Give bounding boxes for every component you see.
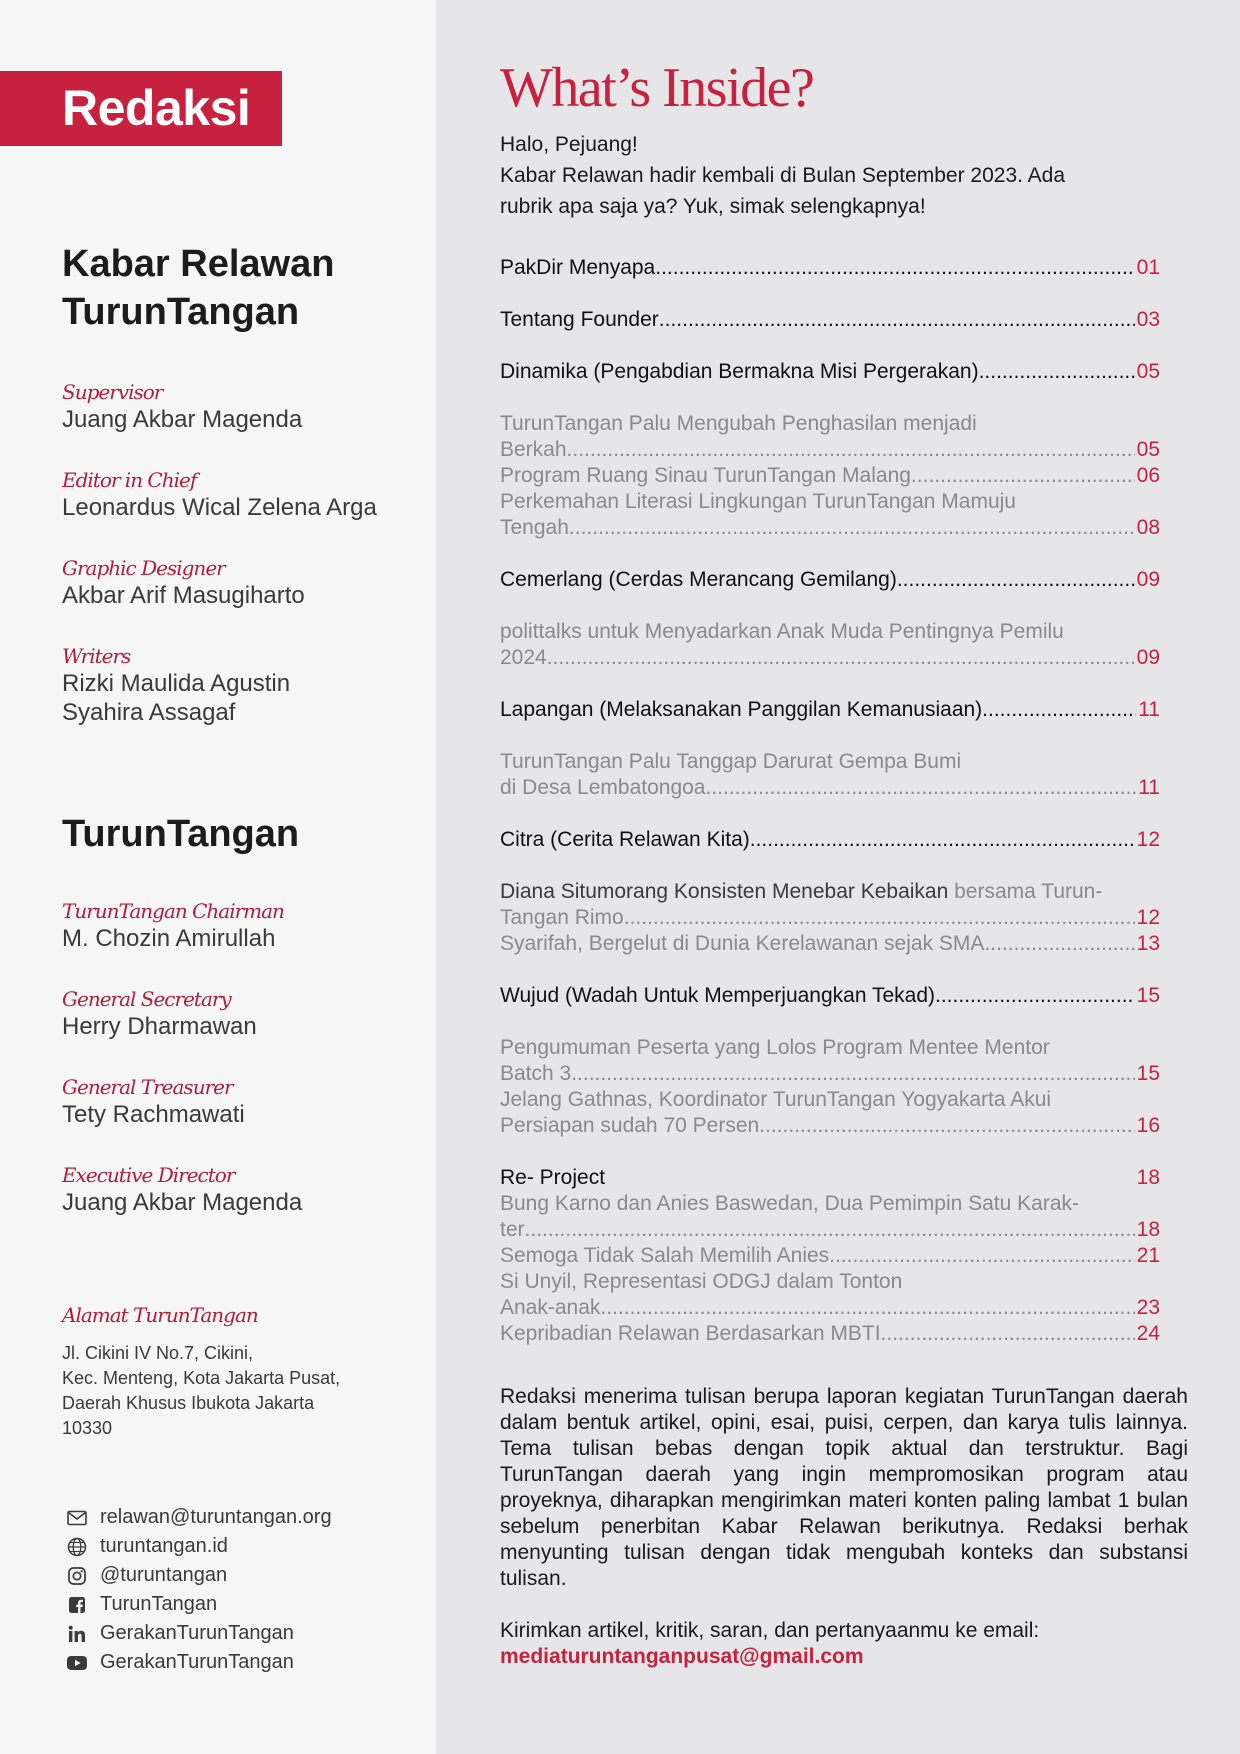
toc-page-number: 15 [1136,984,1160,1007]
role-label: Supervisor [62,380,163,404]
linkedin-icon [66,1623,88,1645]
toc-page-number: 11 [1138,776,1160,799]
role-name: Tety Rachmawati [62,1101,245,1128]
role-executive-director [62,1162,302,1217]
contact-website[interactable] [66,1532,332,1561]
toc-entry[interactable]: 2024 ..... 09 [500,645,1160,671]
facebook-icon [66,1594,88,1616]
publication-title-line: Kabar Relawan [62,243,335,285]
toc-page-number: 13 [1136,932,1160,955]
role-name: Akbar Arif Masugiharto [62,582,305,609]
toc-entry[interactable]: Citra (Cerita Relawan Kita) ..... 12 [500,827,1160,853]
youtube-icon [66,1652,88,1674]
toc-entry[interactable]: Persiapan sudah 70 Persen ..... 16 [500,1113,1160,1139]
role-chairman [62,898,284,953]
toc-entry-line: polittalks untuk Menyadarkan Anak Muda Pentingnya Pemilu [500,620,1064,643]
toc-entry[interactable]: Cemerlang (Cerdas Merancang Gemilang) ..... 09 [500,567,1160,593]
toc-page-number: 15 [1136,1062,1160,1085]
toc-entry-line: Jelang Gathnas, Koordinator TurunTangan Yogyakarta Akui [500,1088,1052,1111]
toc-entry[interactable]: Tengah ..... 08 [500,515,1160,541]
toc-entry[interactable]: Anak-anak ..... 23 [500,1295,1160,1321]
toc-entry-line: Diana Situmorang Konsisten Menebar Kebaikan bersama Turun- [500,880,1103,903]
toc-entry[interactable]: Re- Project 18 [500,1166,1160,1189]
mail-icon [66,1507,88,1529]
whats-inside-title: What’s Inside? [500,57,814,119]
address-label: Alamat TurunTangan [62,1303,258,1327]
toc-page-number: 12 [1136,906,1160,929]
contact-text: TurunTangan [100,1593,218,1615]
toc-page-number: 05 [1136,438,1160,461]
submission-note: Redaksi menerima tulisan berupa laporan kegiatan TurunTangan daerah dalam bentuk artikel, opini, esai, puisi, cerpen, dan karya tulis lainnya. Tema tulisan bebas dengan topik aktual dan terstruktur. Bagi TurunTangan daerah yang ingin mempromosikan program atau proyeknya, diharapkan mengirimkan materi konten paling lambat 1 bulan sebelum penerbitan Kabar Relawan berikutnya. Redaksi berhak menyunting tulisan dengan tidak mengubah konteks dan substansi tulisan. [500,1385,1188,1590]
intro-text: Halo, Pejuang! Kabar Relawan hadir kembali di Bulan September 2023. Ada rubrik apa saja ya? Yuk, simak selengkapnya! [500,133,1066,218]
role-name: Leonardus Wical Zelena Arga [62,494,377,521]
toc-entry[interactable]: Syarifah, Bergelut di Dunia Kerelawanan sejak SMA ..... 13 [500,931,1160,957]
toc-entry[interactable]: Batch 3 ..... 15 [500,1061,1160,1087]
address: Jl. Cikini IV No.7, Cikini, Kec. Menteng, Kota Jakarta Pusat, Daerah Khusus Ibukota Jakarta 10330 [62,1343,341,1438]
toc-page-number: 18 [1136,1166,1160,1189]
role-editor-in-chief [62,467,377,522]
role-name: Juang Akbar Magenda [62,406,303,433]
role-writers [62,643,290,727]
contact-text: @turuntangan [100,1564,228,1586]
toc-entry-line: Bung Karno dan Anies Baswedan, Dua Pemimpin Satu Karak- [500,1192,1080,1215]
role-label: Editor in Chief [62,468,197,492]
submission-email-link[interactable]: mediaturuntanganpusat@gmail.com [500,1645,864,1668]
organization-title: TurunTangan [62,813,300,855]
role-name: Juang Akbar Magenda [62,1189,303,1216]
toc-page-number: 24 [1136,1322,1160,1345]
toc-page-number: 06 [1136,464,1160,487]
contact-text: turuntangan.id [100,1535,228,1557]
toc-page-number: 08 [1136,516,1160,539]
toc-entry[interactable]: Kepribadian Relawan Berdasarkan MBTI ..... 24 [500,1321,1160,1347]
send-instruction: Kirimkan artikel, kritik, saran, dan pertanyaanmu ke email: [500,1619,1040,1642]
globe-icon [66,1536,88,1558]
toc-entry[interactable]: PakDir Menyapa ..... 01 [500,255,1160,281]
toc-page-number: 23 [1136,1296,1160,1319]
toc-page-number: 21 [1136,1244,1160,1267]
toc-page-number: 05 [1136,360,1160,383]
toc-entry-line: Pengumuman Peserta yang Lolos Program Mentee Mentor [500,1036,1050,1059]
toc-entry-line: Si Unyil, Representasi ODGJ dalam Tonton [500,1270,903,1293]
role-general-treasurer [62,1074,245,1129]
toc-page-number: 12 [1136,828,1160,851]
contact-text: GerakanTurunTangan [100,1651,294,1673]
toc-page-number: 01 [1136,256,1160,279]
toc-entry-line: TurunTangan Palu Tanggap Darurat Gempa Bumi [500,750,962,773]
role-label: General Secretary [62,987,231,1011]
contact-text: relawan@turuntangan.org [100,1506,332,1528]
contact-facebook[interactable] [66,1590,332,1619]
contact-instagram[interactable] [66,1561,332,1590]
role-supervisor [62,379,302,434]
toc-entry-line: TurunTangan Palu Mengubah Penghasilan menjadi [500,412,977,435]
toc-page-number: 09 [1136,568,1160,591]
toc-entry[interactable]: Wujud (Wadah Untuk Memperjuangkan Tekad) ..... 15 [500,983,1160,1009]
role-label: General Treasurer [62,1075,233,1099]
toc-entry[interactable]: ter ..... 18 [500,1217,1160,1243]
toc-entry[interactable]: Semoga Tidak Salah Memilih Anies ..... 21 [500,1243,1160,1269]
contact-text: GerakanTurunTangan [100,1622,294,1644]
toc-page-number: 11 [1138,698,1160,721]
instagram-icon [66,1565,88,1587]
toc-entry[interactable]: Berkah ..... 05 [500,437,1160,463]
toc-entry[interactable]: di Desa Lembatongoa ..... 11 [500,775,1160,801]
contact-email[interactable] [66,1503,332,1532]
publication-title [62,240,422,336]
role-graphic-designer [62,555,305,610]
toc-page-number: 03 [1136,308,1160,331]
toc-entry[interactable]: Program Ruang Sinau TurunTangan Malang ..... 06 [500,463,1160,489]
role-label: Graphic Designer [62,556,225,580]
role-label: Executive Director [62,1163,235,1187]
publication-title-line: TurunTangan [62,291,300,333]
toc-entry-line: Perkemahan Literasi Lingkungan TurunTangan Mamuju [500,490,1016,513]
toc-page-number: 16 [1136,1114,1160,1137]
toc-entry[interactable]: Tentang Founder ..... 03 [500,307,1160,333]
role-name: Rizki Maulida Agustin Syahira Assagaf [62,670,291,726]
role-name: Herry Dharmawan [62,1013,257,1040]
contact-linkedin[interactable] [66,1619,332,1648]
role-label: Writers [62,644,131,668]
role-name: M. Chozin Amirullah [62,925,276,952]
role-general-secretary [62,986,257,1041]
toc-page-number: 18 [1136,1218,1160,1241]
toc-entry[interactable]: Lapangan (Melaksanakan Panggilan Kemanusiaan) ..... 11 [500,697,1160,723]
toc-page-number: 09 [1136,646,1160,669]
toc-entry[interactable]: Dinamika (Pengabdian Bermakna Misi Pergerakan) ..... 05 [500,359,1160,385]
contact-list [66,1503,332,1677]
role-label: TurunTangan Chairman [62,899,284,923]
redaksi-badge: Redaksi [0,71,282,146]
contact-youtube[interactable] [66,1648,332,1677]
toc-entry[interactable]: Tangan Rimo ..... 12 [500,905,1160,931]
